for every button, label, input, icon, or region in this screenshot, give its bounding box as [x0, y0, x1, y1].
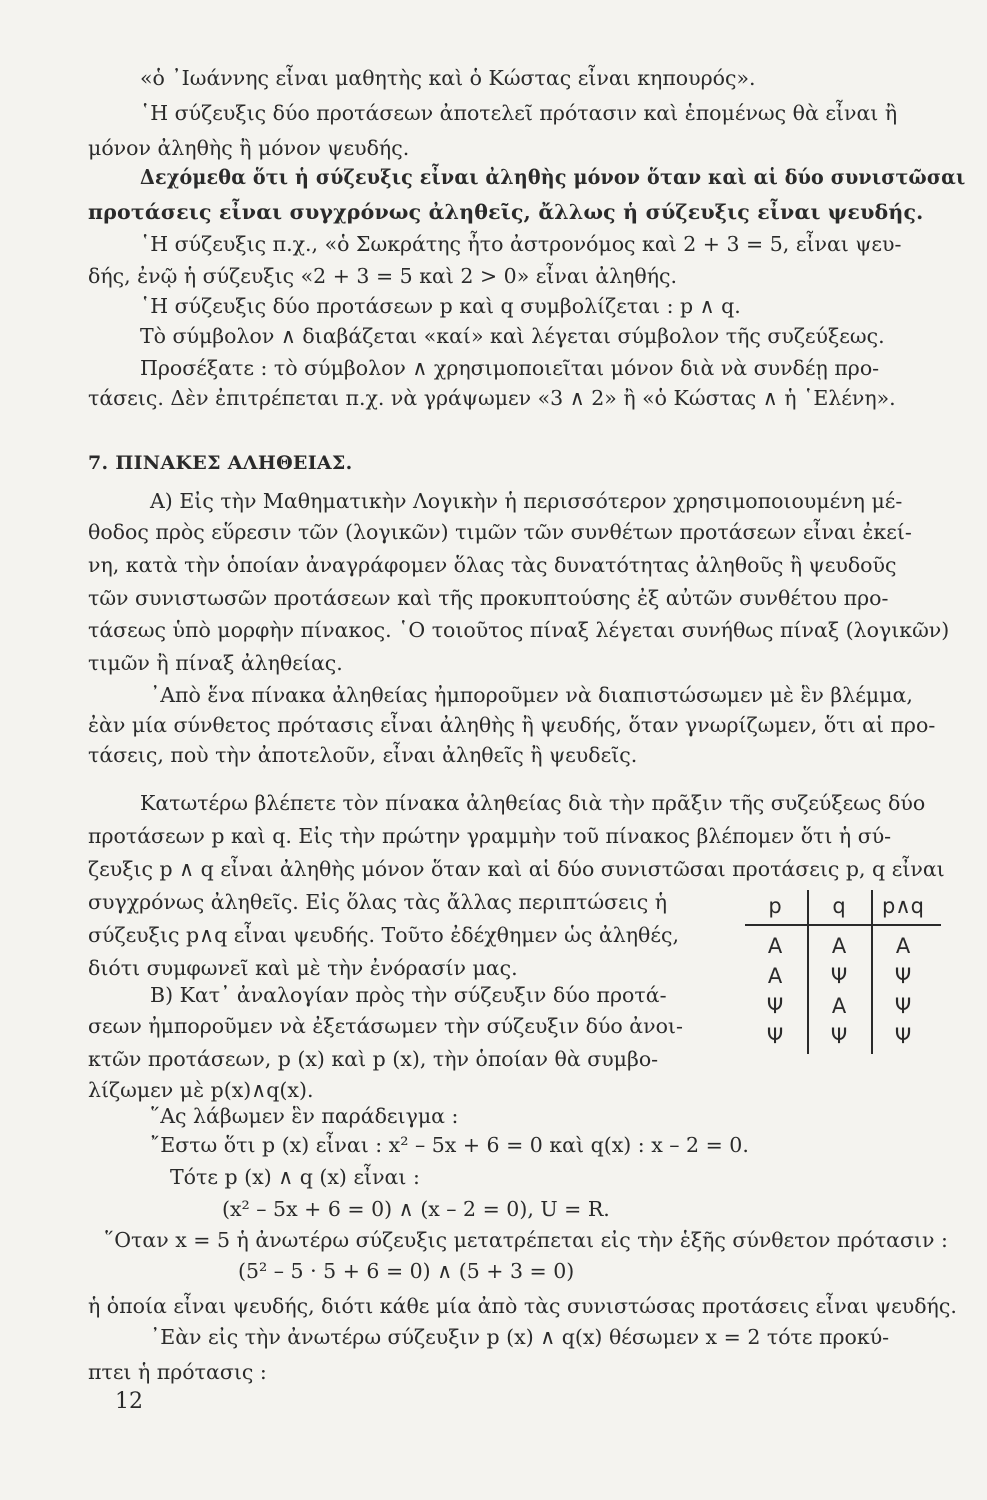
text-line: τάσεως ὑπὸ μορφὴν πίνακος. ῾Ο τοιοῦτος πίναξ λέγεται συνήθως πίναξ (λογικῶν)	[88, 618, 950, 642]
text-line: (x² – 5x + 6 = 0) ∧ (x – 2 = 0), U = R.	[222, 1197, 610, 1221]
table-cell: Ψ	[830, 1024, 848, 1048]
page-number: 12	[115, 1389, 143, 1414]
table-header-p: p	[768, 894, 782, 918]
table-cell: Α	[767, 934, 783, 958]
text-line: πτει ἡ πρότασις :	[88, 1360, 267, 1384]
text-line: μόνον ἀληθὴς ἢ μόνον ψευδής.	[88, 136, 410, 160]
table-cell: Α	[831, 994, 847, 1018]
text-line: προτάσεις εἶναι συγχρόνως ἀληθεῖς, ἄλλως ἡ σύζευξις εἶναι ψευδής.	[88, 200, 924, 224]
text-line: (5² – 5 · 5 + 6 = 0) ∧ (5 + 3 = 0)	[238, 1259, 575, 1283]
text-line: ζευξις p ∧ q εἶναι ἀληθὴς μόνον ὅταν καὶ αἱ δύο συνιστῶσαι προτάσεις p, q εἶναι	[88, 857, 945, 881]
text-line: συγχρόνως ἀληθεῖς. Εἰς ὅλας τὰς ἄλλας περιπτώσεις ἡ	[88, 890, 668, 914]
text-line: Δεχόμεθα ὅτι ἡ σύζευξις εἶναι ἀληθὴς μόνον ὅταν καὶ αἱ δύο συνιστῶσαι	[140, 165, 966, 189]
text-line: Προσέξατε : τὸ σύμβολον ∧ χρησιμοποιεῖται μόνον διὰ νὰ συνδέῃ προ-	[140, 356, 880, 380]
text-line: ᾿Εὰν εἰς τὴν ἀνωτέρω σύζευξιν p (x) ∧ q(x) θέσωμεν x = 2 τότε προκύ-	[150, 1325, 890, 1349]
text-line: κτῶν προτάσεων, p (x) καὶ p (x), τὴν ὁποίαν θὰ συμβο-	[88, 1047, 659, 1071]
text-line: Α) Εἰς τὴν Μαθηματικὴν Λογικὴν ἡ περισσότερον χρησιμοποιουμένη μέ-	[150, 489, 903, 513]
table-header-rule	[745, 924, 941, 926]
table-header-pq: p∧q	[881, 894, 925, 918]
text-line: τῶν συνιστωσῶν προτάσεων καὶ τῆς προκυπτούσης ἐξ αὐτῶν συνθέτου προ-	[88, 586, 889, 610]
table-cell: Α	[767, 964, 783, 988]
table-cell: Ψ	[894, 1024, 912, 1048]
text-line: τάσεις. Δὲν ἐπιτρέπεται π.χ. νὰ γράψωμεν «3 ∧ 2» ἢ «ὁ Κώστας ∧ ἡ ῾Ελένη».	[88, 386, 896, 410]
truth-table	[745, 890, 945, 1060]
text-line: ῾Η σύζευξις π.χ., «ὁ Σωκράτης ἦτο ἀστρονόμος καὶ 2 + 3 = 5, εἶναι ψευ-	[140, 232, 902, 256]
text-line: νη, κατὰ τὴν ὁποίαν ἀναγράφομεν ὅλας τὰς δυνατότητας ἀληθοῦς ἢ ψευδοῦς	[88, 553, 897, 577]
table-cell: Α	[831, 934, 847, 958]
text-line: ῾Η σύζευξις δύο προτάσεων ἀποτελεῖ πρότασιν καὶ ἑπομένως θὰ εἶναι ἢ	[140, 101, 898, 125]
table-header-q: q	[832, 894, 846, 918]
text-line: σεων ἠμποροῦμεν νὰ ἐξετάσωμεν τὴν σύζευξιν δύο ἀνοι-	[88, 1014, 683, 1038]
text-line: προτάσεων p καὶ q. Εἰς τὴν πρώτην γραμμὴν τοῦ πίνακος βλέπομεν ὅτι ἡ σύ-	[88, 824, 892, 848]
table-cell: Ψ	[766, 994, 784, 1018]
text-line: Β) Κατ᾿ ἀναλογίαν πρὸς τὴν σύζευξιν δύο προτά-	[150, 983, 667, 1007]
table-cell: Ψ	[894, 964, 912, 988]
table-cell: Α	[895, 934, 911, 958]
table-cell: Ψ	[830, 964, 848, 988]
text-line: σύζευξις p∧q εἶναι ψευδής. Τοῦτο ἐδέχθημεν ὡς ἀληθές,	[88, 923, 679, 947]
text-line: ῞Ας λάβωμεν ἓν παράδειγμα :	[150, 1104, 459, 1128]
text-line: ῞Οταν x = 5 ἡ ἀνωτέρω σύζευξις μετατρέπεται εἰς τὴν ἑξῆς σύνθετον πρότασιν :	[104, 1228, 948, 1252]
table-cell: Ψ	[894, 994, 912, 1018]
text-line: ἐὰν μία σύνθετος πρότασις εἶναι ἀληθὴς ἢ ψευδής, ὅταν γνωρίζωμεν, ὅτι αἱ προ-	[88, 713, 936, 737]
text-line: ᾿Απὸ ἕνα πίνακα ἀληθείας ἠμποροῦμεν νὰ διαπιστώσωμεν μὲ ἓν βλέμμα,	[150, 683, 913, 707]
text-line: ῎Εστω ὅτι p (x) εἶναι : x² – 5x + 6 = 0 καὶ q(x) : x – 2 = 0.	[150, 1133, 749, 1157]
text-line: διότι συμφωνεῖ καὶ μὲ τὴν ἐνόρασίν μας.	[88, 956, 518, 980]
text-line: τιμῶν ἢ πίναξ ἀληθείας.	[88, 651, 343, 675]
text-line: Κατωτέρω βλέπετε τὸν πίνακα ἀληθείας διὰ τὴν πρᾶξιν τῆς συζεύξεως δύο	[140, 791, 926, 815]
section-heading: 7. ΠΙΝΑΚΕΣ ΑΛΗΘΕΙΑΣ.	[88, 452, 353, 474]
text-line: Τότε p (x) ∧ q (x) εἶναι :	[170, 1165, 420, 1189]
text-line: ῾Η σύζευξις δύο προτάσεων p καὶ q συμβολίζεται : p ∧ q.	[140, 294, 741, 318]
text-line: τάσεις, ποὺ τὴν ἀποτελοῦν, εἶναι ἀληθεῖς ἢ ψευδεῖς.	[88, 743, 638, 767]
text-line: «ὁ ᾿Ιωάννης εἶναι μαθητὴς καὶ ὁ Κώστας εἶναι κηπουρός».	[140, 66, 756, 90]
text-line: λίζωμεν μὲ p(x)∧q(x).	[88, 1078, 314, 1102]
text-line: Τὸ σύμβολον ∧ διαβάζεται «καί» καὶ λέγεται σύμβολον τῆς συζεύξεως.	[140, 324, 885, 348]
text-line: θοδος πρὸς εὕρεσιν τῶν (λογικῶν) τιμῶν τῶν συνθέτων προτάσεων εἶναι ἐκεί-	[88, 520, 912, 544]
text-line: δής, ἐνῷ ἡ σύζευξις «2 + 3 = 5 καὶ 2 > 0» εἶναι ἀληθής.	[88, 264, 678, 288]
text-line: ἡ ὁποία εἶναι ψευδής, διότι κάθε μία ἀπὸ τὰς συνιστώσας προτάσεις εἶναι ψευδής.	[88, 1294, 957, 1318]
table-cell: Ψ	[766, 1024, 784, 1048]
